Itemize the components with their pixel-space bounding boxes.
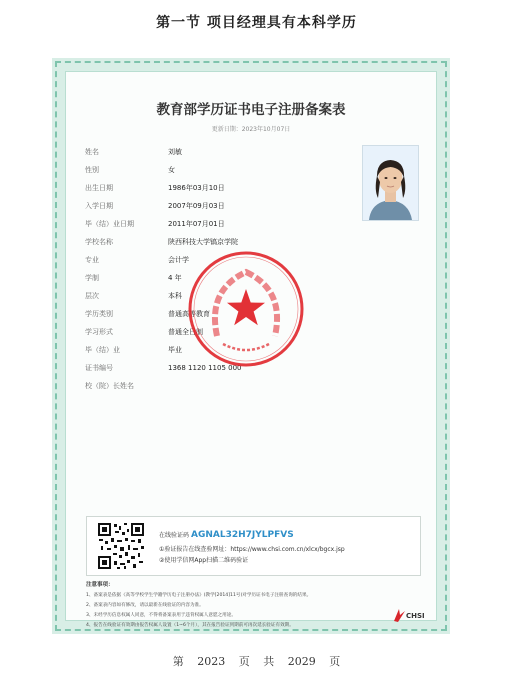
field-row-birth-date bbox=[85, 182, 325, 194]
field-value: 普通全日制 bbox=[168, 328, 203, 336]
field-label: 校（院）长姓名 bbox=[85, 382, 134, 390]
field-label: 学制 bbox=[85, 274, 99, 282]
verify-code-label: 在线验证码 bbox=[159, 532, 190, 539]
field-value: 毕业 bbox=[168, 346, 182, 354]
footer-prefix: 第 bbox=[172, 655, 184, 668]
field-label: 毕（结）业日期 bbox=[85, 220, 134, 228]
field-value: 4 年 bbox=[168, 274, 182, 282]
verify-step-url[interactable]: ①验证报告在线查验网址：https://www.chsi.com.cn/xlcx/bgcx.jsp bbox=[159, 546, 345, 553]
total-page-count: 2029 bbox=[287, 655, 316, 668]
field-value: 本科 bbox=[168, 292, 182, 300]
field-row-president bbox=[85, 380, 325, 392]
field-label: 毕（结）业 bbox=[85, 346, 120, 354]
field-row-school bbox=[85, 236, 325, 248]
field-value: 1368 1120 1105 000 bbox=[168, 364, 242, 372]
student-photo bbox=[362, 145, 419, 221]
field-label: 性别 bbox=[85, 166, 99, 174]
verify-code-line bbox=[159, 530, 294, 540]
red-seal-stamp bbox=[187, 250, 305, 368]
field-label: 入学日期 bbox=[85, 202, 113, 210]
note-item: 4、报告在线验证有效期由报告权属人设置（1~6个月），其在报告验证到期前可再次延长验证有效期。 bbox=[86, 623, 294, 628]
verify-code: AGNAL32H7JYLPFVS bbox=[191, 530, 294, 540]
note-item: 3、未经学历信息权属人同意，不得将备案表用于违背权属人意愿之用途。 bbox=[86, 613, 236, 618]
footer-suffix: 页 bbox=[329, 655, 341, 668]
certificate-body bbox=[65, 71, 437, 628]
certificate-title: 教育部学历证书电子注册备案表 bbox=[156, 102, 346, 118]
field-value: 会计学 bbox=[168, 256, 189, 264]
verification-box bbox=[86, 516, 421, 576]
page-title: 第一节 项目经理具有本科学历 bbox=[156, 15, 357, 31]
field-label: 学校名称 bbox=[85, 238, 113, 246]
field-label: 层次 bbox=[85, 292, 99, 300]
field-row-gender bbox=[85, 164, 325, 176]
footer-middle2: 共 bbox=[263, 655, 275, 668]
note-item: 1、备案表是依据《高等学校学生学籍学历电子注册办法》(教学[2014]11号)对学历证书电子注册查询的结果。 bbox=[86, 593, 312, 598]
field-row-name bbox=[85, 146, 325, 158]
qr-code-icon[interactable] bbox=[97, 522, 145, 570]
field-label: 学习形式 bbox=[85, 328, 113, 336]
note-item: 2、备案表内容如有修改，请以最新在线验证的内容为准。 bbox=[86, 603, 204, 608]
field-value: 女 bbox=[168, 166, 175, 174]
current-page-number: 2023 bbox=[197, 655, 226, 668]
footer-middle1: 页 bbox=[238, 655, 250, 668]
field-value: 2011年07月01日 bbox=[168, 220, 225, 228]
field-label: 姓名 bbox=[85, 148, 99, 156]
field-value: 1986年03月10日 bbox=[168, 184, 225, 192]
certificate bbox=[52, 58, 450, 634]
notes-section bbox=[86, 580, 396, 631]
field-value: 刘敏 bbox=[168, 148, 182, 156]
notes-title: 注意事项： bbox=[86, 582, 114, 588]
update-date: 更新日期：2023年10月07日 bbox=[211, 126, 291, 133]
field-label: 证书编号 bbox=[85, 364, 113, 372]
field-row-enroll-date bbox=[85, 200, 325, 212]
chsi-logo-text: CHSI bbox=[406, 612, 425, 620]
field-label: 专业 bbox=[85, 256, 99, 264]
chsi-logo bbox=[392, 605, 432, 629]
field-value: 陕西科技大学镐京学院 bbox=[168, 238, 238, 246]
field-row-graduation-date bbox=[85, 218, 325, 230]
field-label: 学历类别 bbox=[85, 310, 113, 318]
verify-step-app: ②使用学信网App扫描二维码验证 bbox=[159, 557, 249, 564]
field-value: 普通高等教育 bbox=[168, 310, 210, 318]
page-footer bbox=[0, 653, 513, 669]
field-label: 出生日期 bbox=[85, 184, 113, 192]
field-value: 2007年09月03日 bbox=[168, 202, 225, 210]
